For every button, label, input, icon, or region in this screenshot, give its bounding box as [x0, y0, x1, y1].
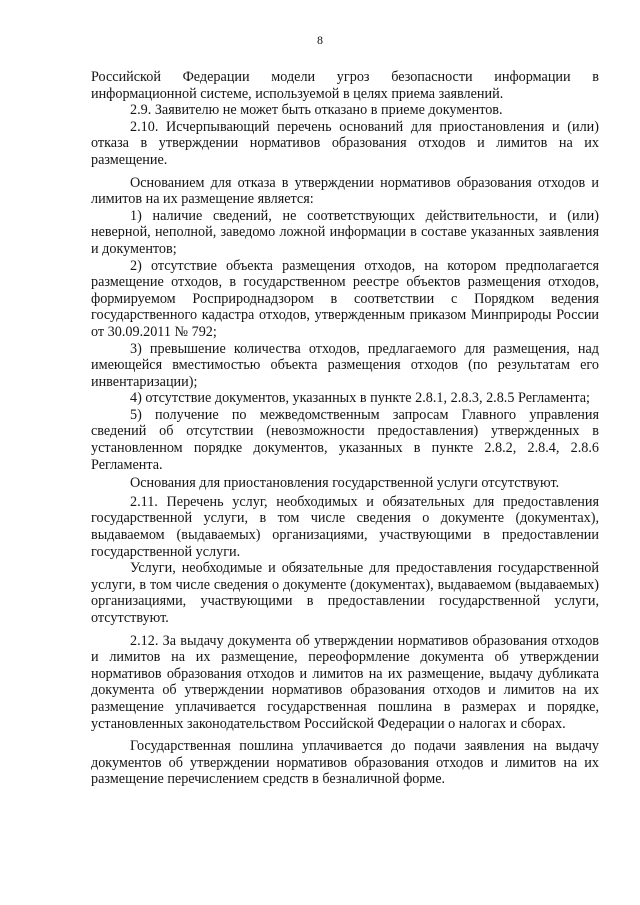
list-item-2: 2) отсутствие объекта размещения отходов, на котором предполагается размещение отходов, в государственном реестре объектов размещения отходов, формируемом Росприроднадзором в соответствии с Порядком ведения государственного кадастра отходов, утвержденным приказом Минприроды России от 30.09.2011 № 792;: [91, 257, 599, 340]
paragraph-refusal-grounds: Основанием для отказа в утверждении нормативов образования отходов и лимитов на их размещение является:: [91, 174, 599, 208]
paragraph-2-11: 2.11. Перечень услуг, необходимых и обязательных для предоставления государственной услуги, в том числе сведения о документе (документах), выдаваемом (выдаваемых) организациями, участвующими в предоставлении государственной услуги.: [91, 493, 599, 560]
paragraph-services: Услуги, необходимые и обязательные для предоставления государственной услуги, в том числе сведения о документе (документах), выдаваемом (выдаваемых) организациями, участвующими в предоставлении государственной услуги, отсутствуют.: [91, 560, 599, 626]
paragraph-suspension-grounds: Основания для приостановления государственной услуги отсутствуют.: [130, 475, 560, 492]
paragraph-2-9: 2.9. Заявителю не может быть отказано в приеме документов.: [130, 102, 503, 119]
paragraph-2-12: 2.12. За выдачу документа об утверждении нормативов образования отходов и лимитов на их размещение, переоформление документа об утверждении нормативов образования отходов и лимитов на их размещение, выдачу дубликата документа об утверждении нормативов образования отходов и лимитов на их размещение уплачивается государственная пошлина в размерах и порядке, установленных законодательством Российской Федерации о налогах и сборах.: [91, 632, 599, 732]
list-item-3: 3) превышение количества отходов, предлагаемого для размещения, над имеющейся вместимостью объекта размещения отходов (по результатам его инвентаризации);: [91, 340, 599, 390]
page-number: 8: [317, 33, 323, 47]
paragraph-continuation: Российской Федерации модели угроз безопасности информации в информационной системе, используемой в целях приема заявлений.: [91, 69, 599, 102]
document-body: [91, 69, 599, 788]
list-item-5: 5) получение по межведомственным запросам Главного управления сведений об отсутствии (невозможности предоставления) утвержденных в установленном порядке документов, указанных в пункте 2.8.2, 2.8.4, 2.8.6 Регламента.: [91, 406, 599, 473]
paragraph-state-duty: Государственная пошлина уплачивается до подачи заявления на выдачу документов об утверждении нормативов образования отходов и лимитов на их размещение перечислением средств в безналичной форме.: [91, 738, 599, 788]
list-item-1: 1) наличие сведений, не соответствующих действительности, и (или) неверной, неполной, заведомо ложной информации в составе указанных заявления и документов;: [91, 207, 599, 257]
paragraph-2-10: 2.10. Исчерпывающий перечень оснований для приостановления и (или) отказа в утверждении нормативов образования отходов и лимитов на их размещение.: [91, 118, 599, 168]
list-item-4: 4) отсутствие документов, указанных в пункте 2.8.1, 2.8.3, 2.8.5 Регламента;: [130, 390, 590, 407]
